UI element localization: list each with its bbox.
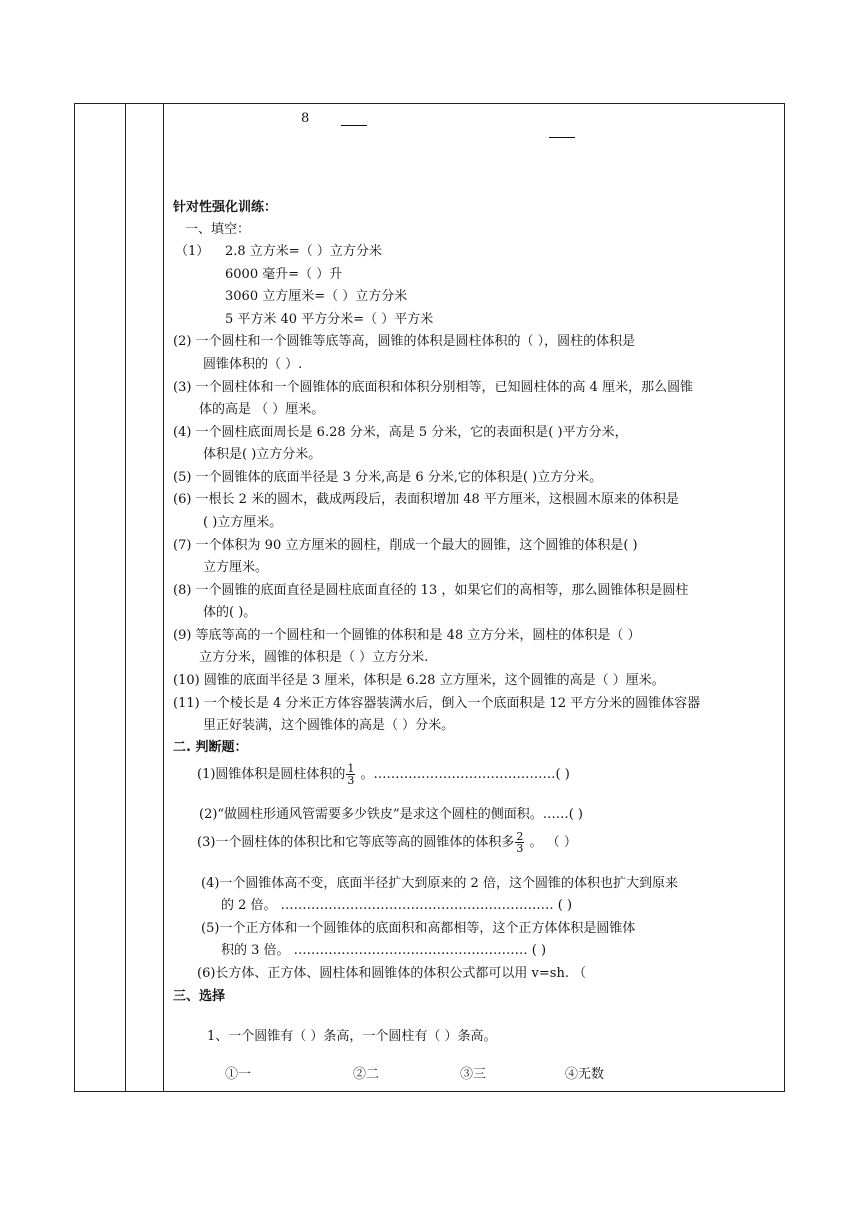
worksheet-content-cell [173,103,781,1092]
q1-line-2: 6000 毫升=（ ）升 [225,267,343,282]
judgment-3-tail: 。 （ ） [525,835,577,850]
choice-question-1: 1、一个圆锥有（ ）条高，一个圆柱有（ ）条高。 [207,1029,497,1044]
judgment-1-text: (1)圆锥体积是圆柱体积的 [197,767,346,782]
section-title: 针对性强化训练： [173,200,278,215]
column-divider-2 [163,104,164,1091]
fraction-one-third: $\frac{1}{3}$ [347,762,355,787]
judgment-2: (2)“做圆柱形通风管需要多少铁皮”是求这个圆柱的侧面积。……( ) [199,807,583,822]
q1-line-1: 2.8 立方米=（ ）立方分米 [225,244,382,259]
q5-line: (5) 一个圆锥体的底面半径是 3 分米,高是 6 分米,它的体积是( )立方分米。 [173,470,603,485]
q3-line-1: (3) 一个圆柱体和一个圆锥体的底面积和体积分别相等，已知圆柱体的高 4 厘米，那么圆锥 [173,380,694,395]
q1-line-3: 3060 立方厘米=（ ）立方分米 [225,289,408,304]
choice-option-2: ②二 [353,1067,380,1082]
choice-option-1: ①一 [225,1067,252,1082]
q4-line-1: (4) 一个圆柱底面周长是 6.28 分米，高是 5 分米，它的表面积是( )平方分米， [173,425,628,440]
q10-line: (10) 圆锥的底面半径是 3 厘米，体积是 6.28 立方厘米，这个圆锥的高是（ ）厘米。 [173,673,665,688]
q2-line-1: (2) 一个圆柱和一个圆锥等底等高，圆锥的体积是圆柱体积的（ ），圆柱的体积是 [173,334,636,349]
judgment-5-line-1: (5)一个正方体和一个圆锥体的底面积和高都相等，这个正方体体积是圆锥体 [201,921,636,936]
judgment-1 [197,763,570,787]
choice-option-3: ③三 [460,1067,487,1082]
judgment-1-tail: 。……………………………………( ) [356,767,570,782]
part3-title: 三、选择 [173,989,226,1004]
q3-line-2: 体的高是 （ ）厘米。 [199,402,325,417]
q9-line-2: 立方分米，圆锥的体积是（ ）立方分米. [199,650,429,665]
part2-title: 二. 判断题： [173,740,248,755]
q7-line-2: 立方厘米。 [203,560,269,575]
top-fragment-number: 8 [301,111,310,126]
q1-line-4: 5 平方米 40 平方分米=（ ）平方米 [225,312,434,327]
q9-line-1: (9) 等底等高的一个圆柱和一个圆锥的体积和是 48 立方分米，圆柱的体积是（ ） [173,628,641,643]
q4-line-2: 体积是( )立方分米。 [203,447,322,462]
q11-line-2: 里正好装满，这个圆锥体的高是（ ）分米。 [203,718,455,733]
judgment-4-line-1: (4)一个圆锥体高不变，底面半径扩大到原来的 2 倍，这个圆锥的体积也扩大到原来 [201,876,678,891]
fraction-two-thirds: $\frac{2}{3}$ [516,830,524,855]
q8-line-1: (8) 一个圆锥的底面直径是圆柱底面直径的 13 ，如果它们的高相等，那么圆锥体积是圆柱 [173,583,689,598]
q6-line-1: (6) 一根长 2 米的圆木，截成两段后，表面积增加 48 平方厘米，这根圆木原来的体积是 [173,492,679,507]
judgment-6: (6)长方体、正方体、圆柱体和圆锥体的体积公式都可以用 v=sh. （ [197,966,587,981]
choice-option-4: ④无数 [565,1067,605,1082]
q8-line-2: 体的( )。 [203,605,257,620]
judgment-5-line-2: 积的 3 倍。 ……………………………………………… ( ) [221,943,547,958]
q1-label: （1） [175,244,210,259]
judgment-4-line-2: 的 2 倍。 ……………………………………………………… ( ) [221,898,573,913]
q11-line-1: (11) 一个棱长是 4 分米正方体容器装满水后，倒入一个底面积是 12 平方分米的圆锥体容器 [173,696,701,711]
q7-line-1: (7) 一个体积为 90 立方厘米的圆柱，削成一个最大的圆锥，这个圆锥的体积是( ) [173,538,638,553]
part1-title: 一、填空： [185,222,251,237]
judgment-3-text: (3)一个圆柱体的体积比和它等底等高的圆锥体的体积多 [197,835,515,850]
judgment-3 [197,831,577,855]
q2-line-2: 圆锥体积的（ ）. [203,357,303,372]
top-fragment-blank-2 [549,137,575,138]
column-divider-1 [125,104,126,1091]
top-fragment-blank-1 [341,125,367,126]
q6-line-2: ( )立方厘米。 [203,515,283,530]
